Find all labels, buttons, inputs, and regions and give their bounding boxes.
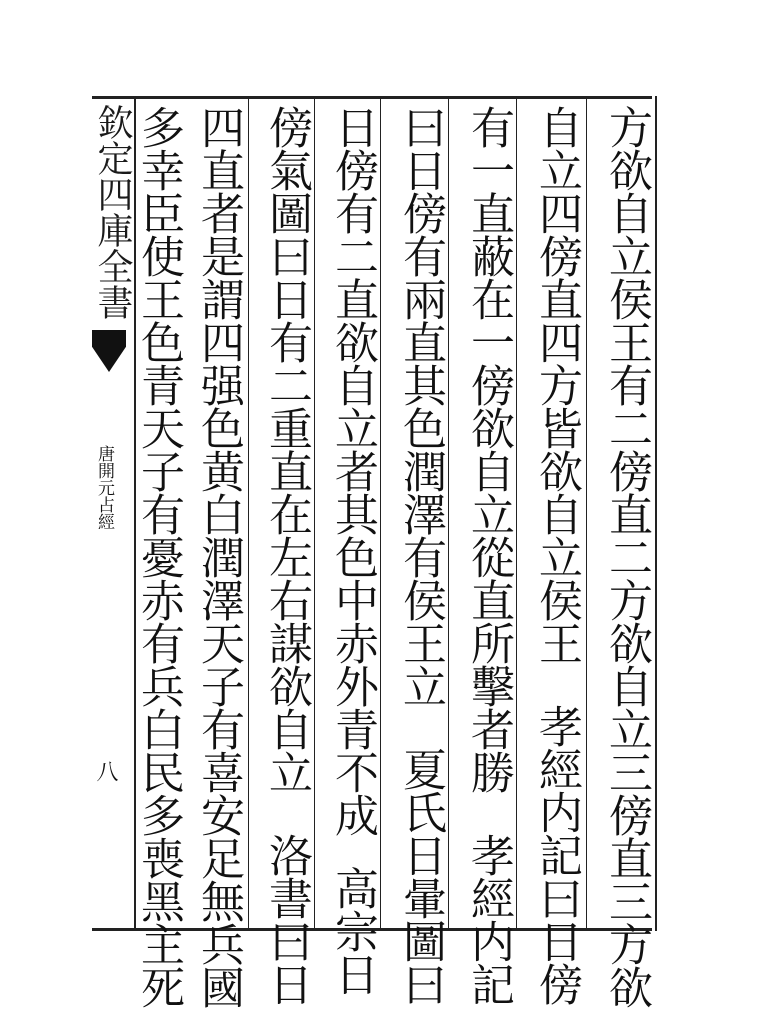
page-number: 八 [93,760,118,782]
book-title: 唐開元占經 [94,445,114,530]
column-note: 洛書曰日 [261,833,312,1005]
text-column [458,105,518,1005]
text-column [526,105,586,1005]
column-note: 夏氏日暈圖曰 [395,747,446,1005]
top-border [92,96,652,99]
column-rule [586,96,587,931]
column-note: 高宗日 [327,866,378,995]
text-column [256,105,316,1005]
column-text: 方欲自立侯王有二傍直二方欲自立三傍直三方欲 [601,105,652,1008]
column-note: 孝經内記曰日傍 [531,704,582,1005]
fishtail-mark [92,330,126,372]
column-note: 孝經内記 [463,833,514,1005]
text-column [128,105,188,1008]
column-text: 曰日傍有兩直其色潤澤有侯王立 [395,105,446,707]
column-text: 四直者是謂四强色黄白潤澤天子有喜安足無兵國 [193,105,244,1008]
column-text: 自立四傍直四方皆欲自立侯王 [531,105,582,664]
column-rule [248,96,249,931]
text-column [322,105,382,995]
collection-title: 欽定四庫全書 [92,104,133,320]
text-column [188,105,248,1008]
text-column [596,105,656,1008]
column-text: 有一直蔽在一傍欲自立從直所擊者勝 [463,105,514,793]
column-text: 傍氣圖曰日有二重直在左右謀欲自立 [261,105,312,793]
text-column [390,105,450,1005]
column-text: 日傍有二直欲自立者其色中赤外青不成 [327,105,378,836]
column-text: 多幸臣使王色青天子有憂赤有兵白民多喪黑主死 [133,105,184,1008]
